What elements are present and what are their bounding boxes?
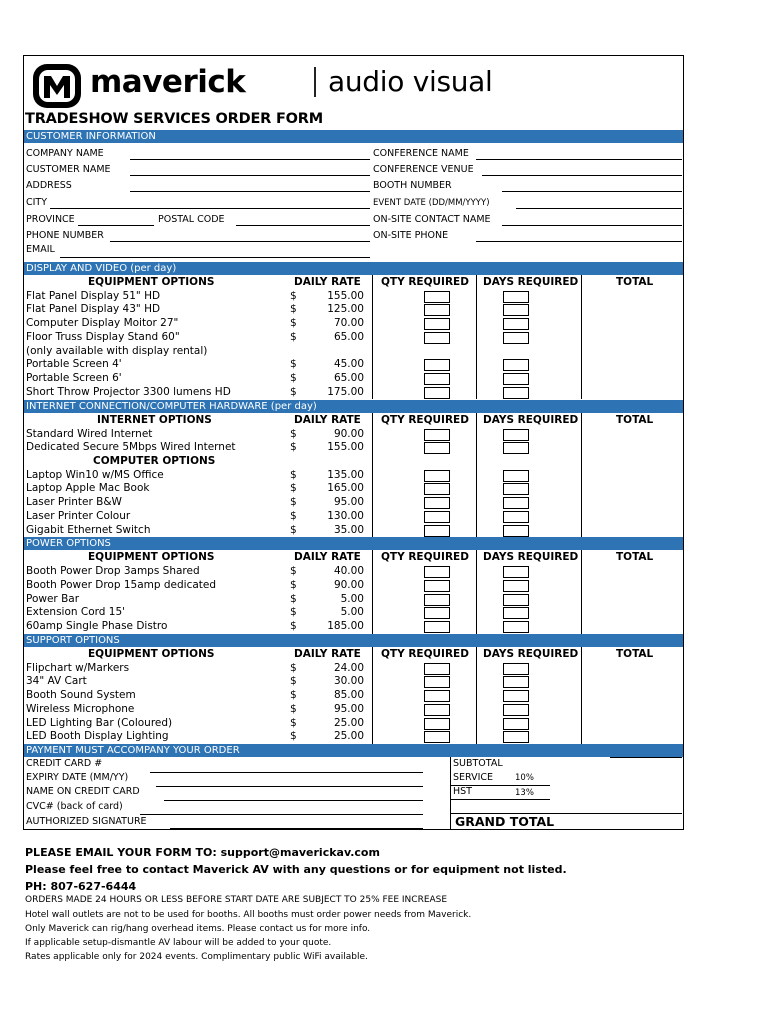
province-label: PROVINCE <box>26 214 75 225</box>
onsite-contact-field[interactable] <box>502 225 682 226</box>
power-item-price: 90.00 <box>333 578 364 591</box>
computer-item-name: Laptop Win10 w/MS Office <box>26 468 164 481</box>
computer-item-price: 165.00 <box>327 482 364 495</box>
totals-divider <box>450 757 451 829</box>
support-item-price: 85.00 <box>333 689 364 701</box>
support-item-currency: $ <box>290 716 297 729</box>
power-item-name: Power Bar <box>26 592 80 605</box>
display-item-currency: $ <box>290 358 297 371</box>
display-days-box[interactable] <box>503 359 529 371</box>
display-rate-header: DAILY RATE <box>294 276 361 288</box>
power-item-price: 40.00 <box>333 565 364 577</box>
note-1: ORDERS MADE 24 HOURS OR LESS BEFORE START DATE ARE SUBJECT TO 25% FEE INCREASE <box>25 895 448 905</box>
display-days-box[interactable] <box>503 318 529 330</box>
support-qty-box[interactable] <box>424 676 450 688</box>
support-item-price: 25.00 <box>333 716 364 729</box>
booth-number-field[interactable] <box>502 191 682 192</box>
display-item-price: 45.00 <box>333 358 364 371</box>
conference-venue-field[interactable] <box>482 175 682 176</box>
note-4: If applicable setup-dismantle AV labour will be added to your quote. <box>25 938 332 948</box>
name-on-card-field[interactable] <box>164 800 423 801</box>
support-divider-1 <box>372 647 373 744</box>
postal-code-field[interactable] <box>236 225 370 226</box>
internet-qty-header: QTY REQUIRED <box>381 414 469 426</box>
display-item-currency: $ <box>290 372 297 384</box>
computer-item-currency: $ <box>290 523 297 536</box>
hst-percent: 13% <box>515 788 534 798</box>
conference-name-field[interactable] <box>476 159 682 160</box>
internet-divider-2 <box>476 413 477 537</box>
service-label: SERVICE <box>453 772 494 783</box>
display-item-currency: $ <box>290 330 297 343</box>
note-3: Only Maverick can rig/hang overhead items. Please contact us for more info. <box>25 924 371 934</box>
customer-name-label: CUSTOMER NAME <box>26 164 111 175</box>
computer-days-box[interactable] <box>503 483 529 495</box>
power-item-name: 60amp Single Phase Distro <box>26 620 168 632</box>
province-field[interactable] <box>78 225 154 226</box>
city-field[interactable] <box>50 208 370 209</box>
display-item-name: Flat Panel Display 51" HD <box>26 289 161 302</box>
support-days-box[interactable] <box>503 718 529 730</box>
hst-label: HST <box>453 786 472 797</box>
event-date-field[interactable] <box>516 208 682 209</box>
display-item-currency: $ <box>290 385 297 398</box>
display-video-header: DISPLAY AND VIDEO (per day) <box>24 262 683 275</box>
email-field[interactable] <box>60 257 370 258</box>
power-days-box[interactable] <box>503 580 529 592</box>
display-item-name: Computer Display Moitor 27" <box>26 317 179 329</box>
support-days-box[interactable] <box>503 704 529 716</box>
computer-qty-box[interactable] <box>424 525 450 537</box>
support-days-box[interactable] <box>503 731 529 743</box>
display-qty-box[interactable] <box>424 387 450 399</box>
computer-item-price: 130.00 <box>327 509 364 522</box>
internet-qty-box[interactable] <box>424 429 450 441</box>
support-item-currency: $ <box>290 702 297 715</box>
computer-days-box[interactable] <box>503 497 529 509</box>
event-date-label: EVENT DATE (DD/MM/YYYY) <box>373 198 490 208</box>
support-days-box[interactable] <box>503 663 529 675</box>
display-qty-box[interactable] <box>424 318 450 330</box>
power-divider-2 <box>476 550 477 634</box>
support-divider-2 <box>476 647 477 744</box>
internet-days-box[interactable] <box>503 429 529 441</box>
computer-item-currency: $ <box>290 482 297 495</box>
computer-qty-box[interactable] <box>424 497 450 509</box>
computer-item-name: Laser Printer Colour <box>26 509 131 522</box>
display-days-box[interactable] <box>503 373 529 385</box>
power-qty-box[interactable] <box>424 566 450 578</box>
display-item-name: Portable Screen 4' <box>26 358 122 371</box>
brand-subtitle: audio visual <box>328 65 493 98</box>
support-header: SUPPORT OPTIONS <box>24 634 683 647</box>
display-days-box[interactable] <box>503 332 529 344</box>
display-item-name: Portable Screen 6' <box>26 372 122 384</box>
phone-number-label: PHONE NUMBER <box>26 230 104 241</box>
internet-divider-3 <box>581 413 582 537</box>
computer-item-name: Laptop Apple Mac Book <box>26 482 150 495</box>
display-item-currency: $ <box>290 303 297 316</box>
signature-label: AUTHORIZED SIGNATURE <box>26 816 147 827</box>
power-days-box[interactable] <box>503 607 529 619</box>
email-label: EMAIL <box>26 244 55 255</box>
computer-item-name: Gigabit Ethernet Switch <box>26 523 151 536</box>
email-instruction: PLEASE EMAIL YOUR FORM TO: support@maverickav.com <box>25 846 380 859</box>
power-item-price: 185.00 <box>327 620 364 632</box>
power-item-currency: $ <box>290 620 297 632</box>
conference-venue-label: CONFERENCE VENUE <box>373 164 474 175</box>
internet-header: INTERNET CONNECTION/COMPUTER HARDWARE (per day) <box>24 400 683 413</box>
support-days-box[interactable] <box>503 690 529 702</box>
power-qty-box[interactable] <box>424 607 450 619</box>
address-field[interactable] <box>130 191 370 192</box>
note-2: Hotel wall outlets are not to be used for booths. All booths must order power needs from Maverick. <box>25 910 472 920</box>
onsite-phone-label: ON-SITE PHONE <box>373 230 449 241</box>
support-qty-header: QTY REQUIRED <box>381 648 469 660</box>
internet-days-header: DAYS REQUIRED <box>483 414 579 426</box>
power-rate-header: DAILY RATE <box>294 551 361 563</box>
onsite-phone-field[interactable] <box>476 241 682 242</box>
computer-qty-box[interactable] <box>424 511 450 523</box>
support-item-name: Wireless Microphone <box>26 702 135 715</box>
display-item-price: 175.00 <box>327 385 364 398</box>
display-item-currency: $ <box>290 289 297 302</box>
postal-code-label: POSTAL CODE <box>158 214 225 225</box>
support-item-price: 25.00 <box>333 730 364 743</box>
payment-header: PAYMENT MUST ACCOMPANY YOUR ORDER <box>24 744 683 757</box>
internet-divider-1 <box>372 413 373 537</box>
expiry-date-field[interactable] <box>156 786 423 787</box>
onsite-contact-label: ON-SITE CONTACT NAME <box>373 214 491 225</box>
power-days-box[interactable] <box>503 594 529 606</box>
display-item-price: 65.00 <box>333 372 364 384</box>
support-qty-box[interactable] <box>424 718 450 730</box>
power-item-name: Booth Power Drop 3amps Shared <box>26 565 200 577</box>
display-days-header: DAYS REQUIRED <box>483 276 579 288</box>
display-item-currency: $ <box>290 317 297 329</box>
support-divider-3 <box>581 647 582 744</box>
cvc-field[interactable] <box>140 814 423 815</box>
support-qty-box[interactable] <box>424 690 450 702</box>
power-divider-1 <box>372 550 373 634</box>
support-qty-box[interactable] <box>424 704 450 716</box>
display-item-name: Floor Truss Display Stand 60" <box>26 330 180 343</box>
cvc-label: CVC# (back of card) <box>26 801 123 812</box>
support-item-currency: $ <box>290 689 297 701</box>
display-days-box[interactable] <box>503 304 529 316</box>
company-name-field[interactable] <box>130 159 370 160</box>
internet-item-currency: $ <box>290 441 297 454</box>
note-5: Rates applicable only for 2024 events. Complimentary public WiFi available. <box>25 952 368 962</box>
internet-total-header: TOTAL <box>616 414 654 426</box>
conference-name-label: CONFERENCE NAME <box>373 148 469 159</box>
display-days-box[interactable] <box>503 291 529 303</box>
internet-item-name: Standard Wired Internet <box>26 427 153 440</box>
support-item-name: 34" AV Cart <box>26 675 87 688</box>
subtotal-label: SUBTOTAL <box>453 758 503 769</box>
display-item-name: Flat Panel Display 43" HD <box>26 303 161 316</box>
support-item-currency: $ <box>290 730 297 743</box>
company-name-label: COMPANY NAME <box>26 148 104 159</box>
power-header: POWER OPTIONS <box>24 537 683 550</box>
computer-item-currency: $ <box>290 496 297 508</box>
power-days-header: DAYS REQUIRED <box>483 551 579 563</box>
power-qty-header: QTY REQUIRED <box>381 551 469 563</box>
customer-name-field[interactable] <box>130 175 370 176</box>
power-item-currency: $ <box>290 606 297 619</box>
computer-item-currency: $ <box>290 468 297 481</box>
display-item-name: Short Throw Projector 3300 lumens HD <box>26 385 231 398</box>
support-item-name: LED Lighting Bar (Coloured) <box>26 716 173 729</box>
credit-card-label: CREDIT CARD # <box>26 758 103 769</box>
phone-number-field[interactable] <box>110 241 370 242</box>
power-item-price: 5.00 <box>340 606 364 619</box>
credit-card-field[interactable] <box>150 772 423 773</box>
computer-days-box[interactable] <box>503 525 529 537</box>
support-item-name: Flipchart w/Markers <box>26 661 130 674</box>
display-item-price: 155.00 <box>327 289 364 302</box>
display-qty-box[interactable] <box>424 332 450 344</box>
support-rate-header: DAILY RATE <box>294 648 361 660</box>
support-item-currency: $ <box>290 675 297 688</box>
computer-options-subheader: COMPUTER OPTIONS <box>93 455 216 467</box>
power-days-box[interactable] <box>503 566 529 578</box>
grand-total-label: GRAND TOTAL <box>455 814 555 829</box>
expiry-date-label: EXPIRY DATE (MM/YY) <box>26 772 129 783</box>
support-days-box[interactable] <box>503 676 529 688</box>
computer-item-name: Laser Printer B&W <box>26 496 122 508</box>
customer-info-header: CUSTOMER INFORMATION <box>24 130 683 143</box>
internet-item-currency: $ <box>290 427 297 440</box>
power-equipment-subheader: EQUIPMENT OPTIONS <box>88 551 215 563</box>
computer-item-price: 95.00 <box>333 496 364 508</box>
power-item-name: Extension Cord 15' <box>26 606 126 619</box>
computer-item-currency: $ <box>290 509 297 522</box>
internet-item-price: 90.00 <box>333 427 364 440</box>
support-qty-box[interactable] <box>424 731 450 743</box>
display-divider-2 <box>476 275 477 399</box>
power-days-box[interactable] <box>503 621 529 633</box>
support-item-price: 30.00 <box>333 675 364 688</box>
support-item-price: 95.00 <box>333 702 364 715</box>
support-total-header: TOTAL <box>616 648 654 660</box>
display-equipment-subheader: EQUIPMENT OPTIONS <box>88 276 215 288</box>
power-item-currency: $ <box>290 578 297 591</box>
display-days-box[interactable] <box>503 387 529 399</box>
display-divider-3 <box>581 275 582 399</box>
computer-days-box[interactable] <box>503 470 529 482</box>
internet-rate-header: DAILY RATE <box>294 414 361 426</box>
internet-qty-box[interactable] <box>424 442 450 454</box>
display-item-price: 65.00 <box>333 330 364 343</box>
computer-qty-box[interactable] <box>424 470 450 482</box>
support-item-name: Booth Sound System <box>26 689 136 701</box>
city-label: CITY <box>26 197 48 208</box>
internet-item-price: 155.00 <box>327 441 364 454</box>
support-qty-box[interactable] <box>424 663 450 675</box>
internet-days-box[interactable] <box>503 442 529 454</box>
signature-field[interactable] <box>170 828 423 829</box>
display-total-header: TOTAL <box>616 276 654 288</box>
display-divider-1 <box>372 275 373 399</box>
computer-qty-box[interactable] <box>424 483 450 495</box>
display-qty-box[interactable] <box>424 373 450 385</box>
service-percent: 10% <box>515 773 534 783</box>
display-qty-box[interactable] <box>424 304 450 316</box>
subtotal-value-line[interactable] <box>610 757 682 758</box>
booth-number-label: BOOTH NUMBER <box>373 180 452 191</box>
power-qty-box[interactable] <box>424 580 450 592</box>
address-label: ADDRESS <box>26 180 72 191</box>
display-item-name: (only available with display rental) <box>26 344 208 357</box>
brand-name: maverick <box>90 64 246 100</box>
power-item-price: 5.00 <box>340 592 364 605</box>
power-item-currency: $ <box>290 565 297 577</box>
internet-item-name: Dedicated Secure 5Mbps Wired Internet <box>26 441 236 454</box>
display-item-price: 125.00 <box>327 303 364 316</box>
support-equipment-subheader: EQUIPMENT OPTIONS <box>88 648 215 660</box>
power-qty-box[interactable] <box>424 621 450 633</box>
computer-item-price: 135.00 <box>327 468 364 481</box>
computer-item-price: 35.00 <box>333 523 364 536</box>
computer-days-box[interactable] <box>503 511 529 523</box>
power-item-currency: $ <box>290 592 297 605</box>
form-title: TRADESHOW SERVICES ORDER FORM <box>25 111 324 127</box>
power-item-name: Booth Power Drop 15amp dedicated <box>26 578 217 591</box>
display-qty-box[interactable] <box>424 291 450 303</box>
power-total-header: TOTAL <box>616 551 654 563</box>
power-qty-box[interactable] <box>424 594 450 606</box>
power-divider-3 <box>581 550 582 634</box>
display-qty-header: QTY REQUIRED <box>381 276 469 288</box>
support-item-currency: $ <box>290 661 297 674</box>
internet-options-subheader: INTERNET OPTIONS <box>97 414 212 426</box>
display-qty-box[interactable] <box>424 359 450 371</box>
support-item-name: LED Booth Display Lighting <box>26 730 169 743</box>
support-days-header: DAYS REQUIRED <box>483 648 579 660</box>
phone-number: PH: 807-627-6444 <box>25 880 137 893</box>
display-item-price: 70.00 <box>333 317 364 329</box>
contact-instruction: Please feel free to contact Maverick AV with any questions or for equipment not listed. <box>25 863 567 876</box>
hst-line <box>450 799 550 800</box>
support-item-price: 24.00 <box>333 661 364 674</box>
name-on-card-label: NAME ON CREDIT CARD <box>26 786 140 797</box>
